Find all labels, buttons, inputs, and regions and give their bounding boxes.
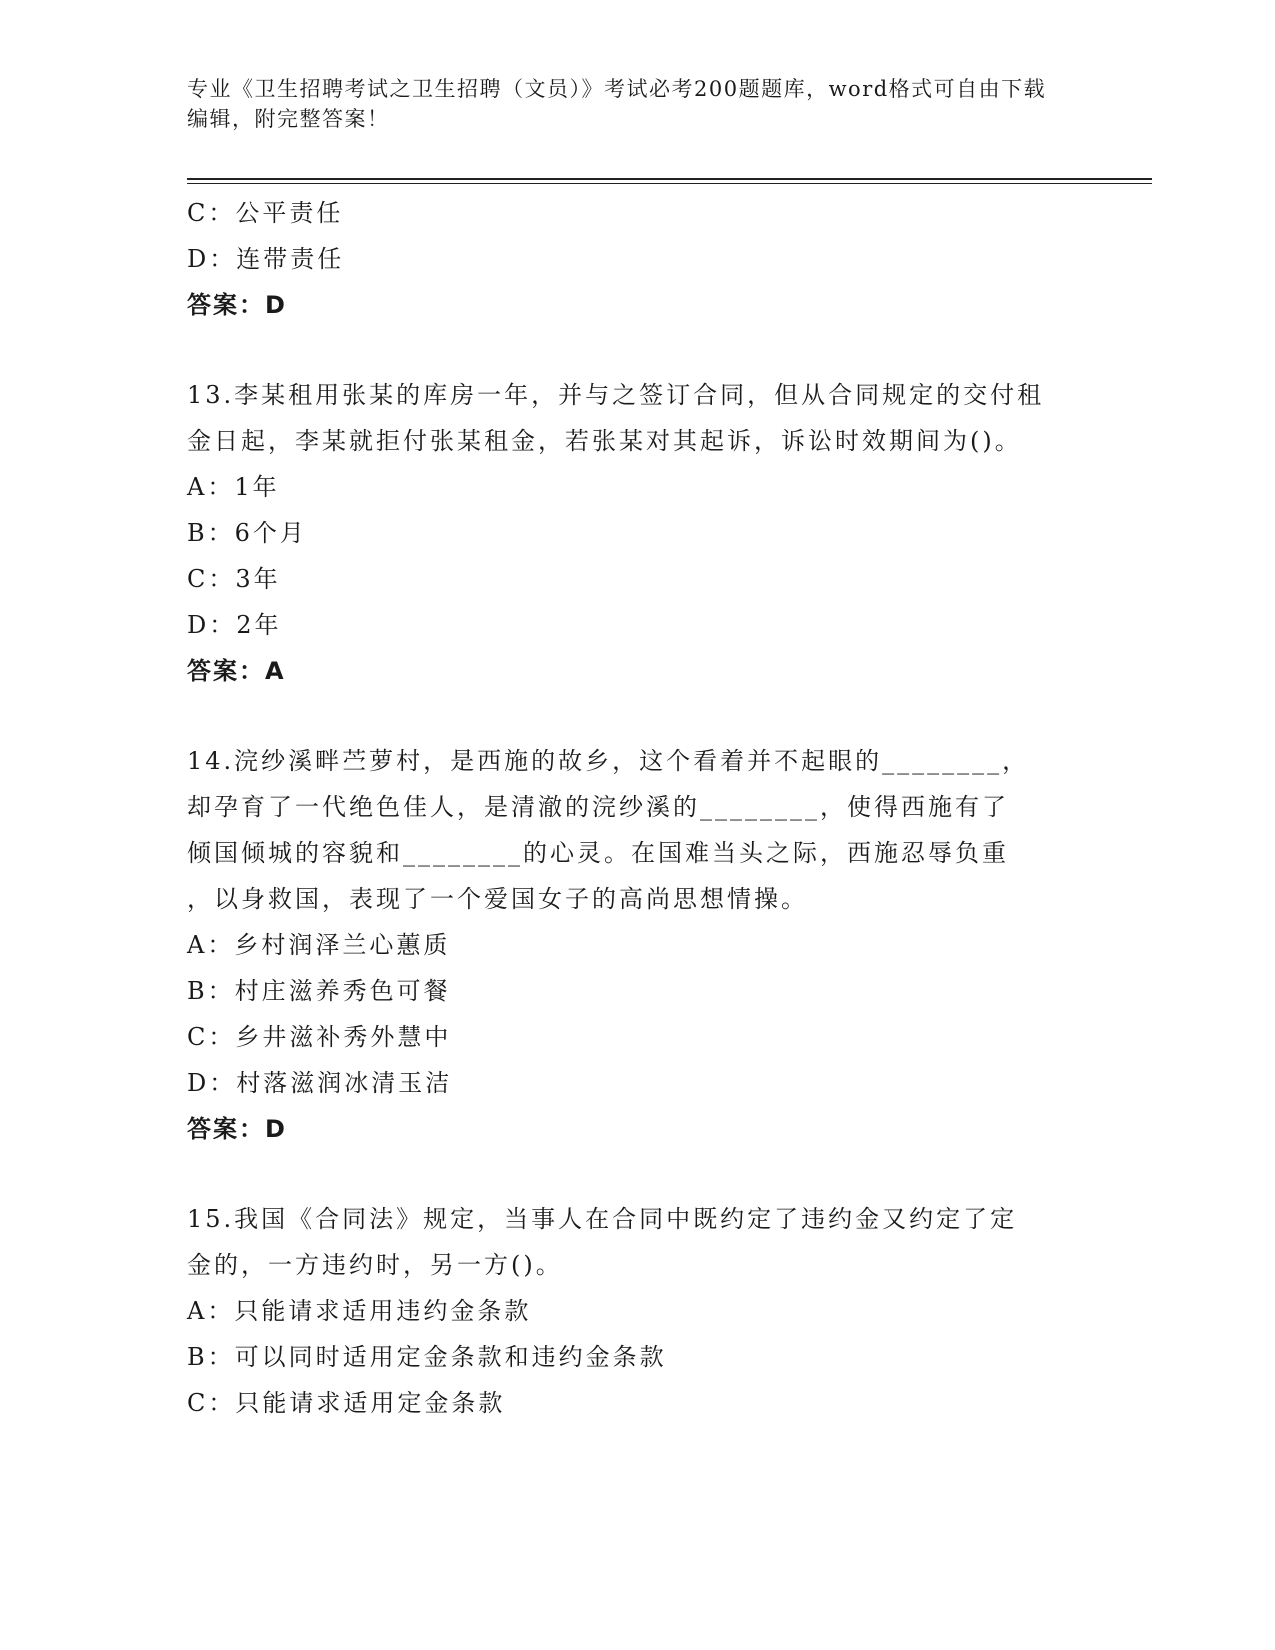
answer-label: 答案：D	[187, 1115, 287, 1143]
question-13	[187, 372, 1087, 694]
header-divider-thin	[187, 183, 1152, 184]
option-d: D：连带责任	[187, 245, 345, 273]
answer-label: 答案：D	[187, 291, 287, 319]
option-d: D：2年	[187, 611, 282, 639]
question-stem-line: 却孕育了一代绝色佳人，是清澈的浣纱溪的________，使得西施有了	[187, 793, 1009, 821]
carryover-question	[187, 190, 1087, 328]
spacer	[187, 1152, 1087, 1196]
option-a: A：乡村润泽兰心蕙质	[187, 931, 451, 959]
question-list	[187, 190, 1087, 1426]
option-c: C：公平责任	[187, 199, 344, 227]
option-c: C：只能请求适用定金条款	[187, 1389, 506, 1417]
option-b: B：6个月	[187, 519, 307, 547]
option-a: A：1年	[187, 473, 280, 501]
spacer	[187, 328, 1087, 372]
option-d: D：村落滋润冰清玉洁	[187, 1069, 453, 1097]
question-stem-line: 15.我国《合同法》规定，当事人在合同中既约定了违约金又约定了定	[187, 1205, 1018, 1233]
option-c: C：乡井滋补秀外慧中	[187, 1023, 452, 1051]
question-stem: 13.李某租用张某的库房一年，并与之签订合同，但从合同规定的交付租金日起，李某就拒付张某租金，若张某对其起诉，诉讼时效期间为()。	[187, 381, 1045, 455]
question-15	[187, 1196, 1087, 1426]
question-stem-line: 14.浣纱溪畔苎萝村，是西施的故乡，这个看着并不起眼的________，	[187, 747, 1030, 775]
option-b: B：村庄滋养秀色可餐	[187, 977, 451, 1005]
header-divider-thick	[187, 178, 1152, 180]
option-a: A：只能请求适用违约金条款	[187, 1297, 532, 1325]
option-c: C：3年	[187, 565, 281, 593]
question-14	[187, 738, 1087, 1152]
document-header: 专业《卫生招聘考试之卫生招聘（文员）》考试必考200题题库，word格式可自由下载编辑，附完整答案！	[187, 77, 1047, 131]
option-b: B：可以同时适用定金条款和违约金条款	[187, 1343, 667, 1371]
question-stem-line: 金的，一方违约时，另一方()。	[187, 1251, 563, 1279]
question-stem-line: 倾国倾城的容貌和________的心灵。在国难当头之际，西施忍辱负重	[187, 839, 1009, 867]
question-stem-line: ，以身救国，表现了一个爱国女子的高尚思想情操。	[187, 885, 808, 913]
spacer	[187, 694, 1087, 738]
answer-label: 答案：A	[187, 657, 286, 685]
